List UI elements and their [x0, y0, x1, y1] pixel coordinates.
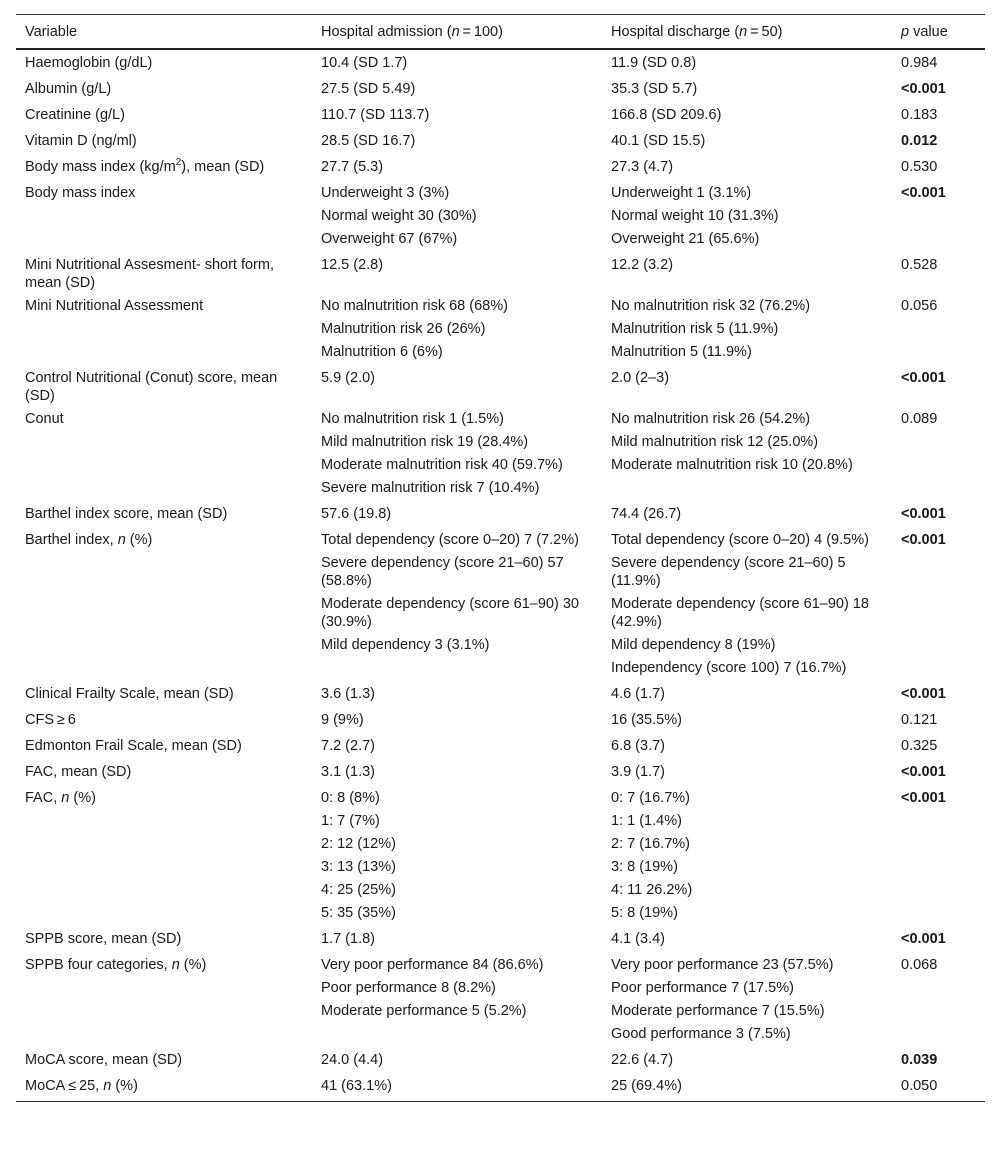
cell-variable: Body mass index [25, 185, 136, 201]
cell-discharge-line: 40.1 (SD 15.5) [611, 133, 706, 149]
cell-variable: Vitamin D (ng/ml) [25, 133, 137, 149]
cell-admission-line: 28.5 (SD 16.7) [321, 133, 416, 149]
cell-admission-line: 110.7 (SD 113.7) [321, 107, 430, 123]
cell-discharge [602, 156, 892, 182]
cell-p-value: <0.001 [901, 185, 946, 201]
cell-discharge [602, 254, 892, 295]
cell-discharge-line: Overweight 21 (65.6%) [611, 231, 760, 247]
cell-admission [312, 49, 602, 78]
cell-admission-line: 3: 13 (13%) [321, 859, 396, 875]
cell-variable: Control Nutritional (Conut) score, mean (SD) [25, 370, 278, 404]
results-table [16, 14, 985, 1102]
cell-admission [312, 735, 602, 761]
cell-p-value: 0.050 [901, 1078, 938, 1094]
cell-admission [312, 408, 602, 503]
cell-discharge [602, 408, 892, 503]
cell-admission-line: Severe malnutrition risk 7 (10.4%) [321, 480, 540, 496]
cell-admission-line: Moderate performance 5 (5.2%) [321, 1003, 527, 1019]
cell-admission-line: 1.7 (1.8) [321, 931, 375, 947]
cell-admission [312, 683, 602, 709]
header-admission: Hospital admission (n = 100) [321, 24, 503, 40]
cell-admission [312, 130, 602, 156]
cell-admission [312, 1075, 602, 1102]
cell-discharge-line: Poor performance 7 (17.5%) [611, 980, 794, 996]
cell-variable: Mini Nutritional Assessment [25, 298, 204, 314]
cell-admission [312, 787, 602, 928]
cell-p-value: <0.001 [901, 931, 946, 947]
cell-admission [312, 709, 602, 735]
cell-admission [312, 529, 602, 683]
cell-admission-line: 9 (9%) [321, 712, 364, 728]
cell-discharge-line: Severe dependency (score 21–60) 5 (11.9%) [611, 555, 846, 589]
table-row [16, 928, 985, 954]
cell-discharge-line: 2.0 (2–3) [611, 370, 670, 386]
cell-admission-line: 2: 12 (12%) [321, 836, 396, 852]
cell-p-value: <0.001 [901, 370, 946, 386]
cell-p-value: 0.984 [901, 55, 938, 71]
cell-admission [312, 104, 602, 130]
table-row [16, 683, 985, 709]
cell-p-value: <0.001 [901, 506, 946, 522]
cell-p-value: <0.001 [901, 532, 946, 548]
cell-discharge-line: 3.9 (1.7) [611, 764, 665, 780]
cell-discharge-line: 11.9 (SD 0.8) [611, 55, 697, 71]
table-row [16, 130, 985, 156]
table-row [16, 709, 985, 735]
cell-variable: SPPB four categories, n (%) [25, 957, 207, 973]
cell-admission-line: 4: 25 (25%) [321, 882, 396, 898]
cell-discharge-line: 16 (35.5%) [611, 712, 682, 728]
cell-discharge-line: Total dependency (score 0–20) 4 (9.5%) [611, 532, 869, 548]
header-row [16, 15, 985, 50]
cell-discharge-line: 35.3 (SD 5.7) [611, 81, 698, 97]
cell-admission-line: Poor performance 8 (8.2%) [321, 980, 496, 996]
table-row [16, 787, 985, 928]
cell-discharge-line: 3: 8 (19%) [611, 859, 678, 875]
cell-admission [312, 761, 602, 787]
cell-p-value: 0.530 [901, 159, 938, 175]
cell-discharge [602, 1075, 892, 1102]
cell-discharge-line: 22.6 (4.7) [611, 1052, 674, 1068]
cell-admission-line: 0: 8 (8%) [321, 790, 380, 806]
table-row [16, 954, 985, 1049]
cell-admission-line: Malnutrition 6 (6%) [321, 344, 443, 360]
cell-admission-line: No malnutrition risk 68 (68%) [321, 298, 508, 314]
cell-admission-line: 1: 7 (7%) [321, 813, 380, 829]
cell-discharge-line: 0: 7 (16.7%) [611, 790, 690, 806]
cell-admission-line: Overweight 67 (67%) [321, 231, 458, 247]
cell-variable: FAC, mean (SD) [25, 764, 132, 780]
cell-admission-line: Moderate malnutrition risk 40 (59.7%) [321, 457, 563, 473]
cell-discharge [602, 761, 892, 787]
cell-discharge [602, 182, 892, 254]
cell-discharge-line: 6.8 (3.7) [611, 738, 665, 754]
cell-admission-line: Underweight 3 (3%) [321, 185, 450, 201]
table-row [16, 182, 985, 254]
cell-p-value: <0.001 [901, 764, 946, 780]
table-row [16, 367, 985, 408]
cell-discharge-line: 25 (69.4%) [611, 1078, 682, 1094]
cell-discharge [602, 503, 892, 529]
table-row [16, 503, 985, 529]
cell-discharge-line: No malnutrition risk 32 (76.2%) [611, 298, 811, 314]
cell-discharge [602, 78, 892, 104]
table-body [16, 49, 985, 1102]
cell-admission-line: No malnutrition risk 1 (1.5%) [321, 411, 504, 427]
table-row [16, 529, 985, 683]
table-row [16, 761, 985, 787]
cell-variable: Albumin (g/L) [25, 81, 112, 97]
cell-discharge-line: 74.4 (26.7) [611, 506, 682, 522]
cell-discharge-line: Very poor performance 23 (57.5%) [611, 957, 834, 973]
cell-discharge [602, 49, 892, 78]
cell-discharge [602, 367, 892, 408]
table-row [16, 49, 985, 78]
cell-discharge [602, 735, 892, 761]
cell-admission-line: 10.4 (SD 1.7) [321, 55, 408, 71]
cell-p-value: <0.001 [901, 81, 946, 97]
cell-admission [312, 182, 602, 254]
table-row [16, 1075, 985, 1102]
cell-variable: FAC, n (%) [25, 790, 96, 806]
cell-discharge-line: 2: 7 (16.7%) [611, 836, 690, 852]
cell-admission-line: Mild dependency 3 (3.1%) [321, 637, 490, 653]
table-row [16, 1049, 985, 1075]
cell-discharge-line: Mild malnutrition risk 12 (25.0%) [611, 434, 819, 450]
cell-discharge [602, 295, 892, 367]
cell-discharge-line: Mild dependency 8 (19%) [611, 637, 776, 653]
cell-admission-line: Normal weight 30 (30%) [321, 208, 477, 224]
cell-discharge [602, 787, 892, 928]
cell-admission-line: Mild malnutrition risk 19 (28.4%) [321, 434, 529, 450]
cell-admission-line: 5: 35 (35%) [321, 905, 396, 921]
cell-discharge-line: 1: 1 (1.4%) [611, 813, 682, 829]
cell-admission-line: 57.6 (19.8) [321, 506, 392, 522]
cell-p-value: 0.012 [901, 133, 938, 149]
cell-admission-line: Total dependency (score 0–20) 7 (7.2%) [321, 532, 579, 548]
cell-admission-line: Moderate dependency (score 61–90) 30 (30.9%) [321, 596, 579, 630]
cell-discharge-line: Moderate dependency (score 61–90) 18 (42.9%) [611, 596, 869, 630]
cell-discharge-line: 166.8 (SD 209.6) [611, 107, 722, 123]
cell-p-value: 0.325 [901, 738, 938, 754]
cell-admission-line: Severe dependency (score 21–60) 57 (58.8%) [321, 555, 564, 589]
cell-variable: Mini Nutritional Assesment- short form, mean (SD) [25, 257, 274, 291]
cell-admission-line: 27.5 (SD 5.49) [321, 81, 416, 97]
table-row [16, 254, 985, 295]
cell-variable: MoCA ≤ 25, n (%) [25, 1078, 138, 1094]
cell-admission [312, 954, 602, 1049]
cell-discharge-line: Malnutrition 5 (11.9%) [611, 344, 752, 360]
cell-discharge-line: Malnutrition risk 5 (11.9%) [611, 321, 779, 337]
cell-discharge-line: Good performance 3 (7.5%) [611, 1026, 791, 1042]
table-row [16, 156, 985, 182]
cell-p-value: 0.068 [901, 957, 938, 973]
cell-admission [312, 367, 602, 408]
cell-admission-line: 27.7 (5.3) [321, 159, 384, 175]
table-row [16, 735, 985, 761]
header-discharge: Hospital discharge (n = 50) [611, 24, 783, 40]
cell-discharge-line: Moderate malnutrition risk 10 (20.8%) [611, 457, 853, 473]
table-row [16, 78, 985, 104]
cell-variable: Edmonton Frail Scale, mean (SD) [25, 738, 242, 754]
cell-admission-line: Malnutrition risk 26 (26%) [321, 321, 486, 337]
cell-p-value: 0.039 [901, 1052, 938, 1068]
cell-p-value: 0.121 [901, 712, 938, 728]
cell-admission-line: 12.5 (2.8) [321, 257, 384, 273]
cell-discharge-line: 27.3 (4.7) [611, 159, 674, 175]
cell-discharge [602, 954, 892, 1049]
table-container [16, 14, 985, 1102]
cell-admission-line: 24.0 (4.4) [321, 1052, 384, 1068]
cell-p-value: 0.089 [901, 411, 938, 427]
cell-admission [312, 78, 602, 104]
cell-variable: SPPB score, mean (SD) [25, 931, 182, 947]
cell-variable: Body mass index $(kg/m^2)$, mean (SD) [25, 157, 265, 175]
cell-variable: Creatinine (g/L) [25, 107, 125, 123]
cell-variable: Clinical Frailty Scale, mean (SD) [25, 686, 234, 702]
header-variable: Variable [25, 24, 78, 40]
cell-discharge-line: 12.2 (3.2) [611, 257, 674, 273]
cell-variable: Barthel index score, mean (SD) [25, 506, 228, 522]
cell-admission [312, 295, 602, 367]
cell-admission-line: 3.1 (1.3) [321, 764, 375, 780]
cell-discharge-line: 4.6 (1.7) [611, 686, 665, 702]
table-row [16, 104, 985, 130]
header-p-value: p value [901, 24, 948, 40]
cell-discharge [602, 529, 892, 683]
cell-discharge-line: Underweight 1 (3.1%) [611, 185, 752, 201]
cell-discharge-line: Independency (score 100) 7 (16.7%) [611, 660, 847, 676]
cell-discharge [602, 130, 892, 156]
cell-discharge-line: Moderate performance 7 (15.5%) [611, 1003, 825, 1019]
cell-discharge-line: Normal weight 10 (31.3%) [611, 208, 779, 224]
cell-variable: MoCA score, mean (SD) [25, 1052, 183, 1068]
cell-admission [312, 928, 602, 954]
cell-admission [312, 503, 602, 529]
cell-discharge-line: 4.1 (3.4) [611, 931, 665, 947]
cell-p-value: <0.001 [901, 686, 946, 702]
cell-admission-line: 7.2 (2.7) [321, 738, 375, 754]
cell-admission [312, 1049, 602, 1075]
cell-p-value: 0.183 [901, 107, 938, 123]
cell-admission [312, 254, 602, 295]
cell-admission [312, 156, 602, 182]
cell-admission-line: 5.9 (2.0) [321, 370, 375, 386]
cell-discharge [602, 1049, 892, 1075]
cell-variable: Haemoglobin (g/dL) [25, 55, 153, 71]
table-header [16, 15, 985, 50]
cell-variable: CFS ≥ 6 [25, 712, 76, 728]
cell-discharge-line: No malnutrition risk 26 (54.2%) [611, 411, 811, 427]
cell-admission-line: 3.6 (1.3) [321, 686, 375, 702]
cell-discharge [602, 683, 892, 709]
table-row [16, 408, 985, 503]
cell-variable: Conut [25, 411, 64, 427]
table-row [16, 295, 985, 367]
cell-admission-line: 41 (63.1%) [321, 1078, 392, 1094]
cell-variable: Barthel index, n (%) [25, 532, 153, 548]
cell-p-value: 0.528 [901, 257, 938, 273]
cell-discharge-line: 4: 11 26.2%) [611, 882, 693, 898]
cell-p-value: 0.056 [901, 298, 938, 314]
cell-admission-line: Very poor performance 84 (86.6%) [321, 957, 544, 973]
cell-discharge [602, 104, 892, 130]
cell-discharge [602, 709, 892, 735]
cell-discharge-line: 5: 8 (19%) [611, 905, 678, 921]
cell-p-value: <0.001 [901, 790, 946, 806]
cell-discharge [602, 928, 892, 954]
